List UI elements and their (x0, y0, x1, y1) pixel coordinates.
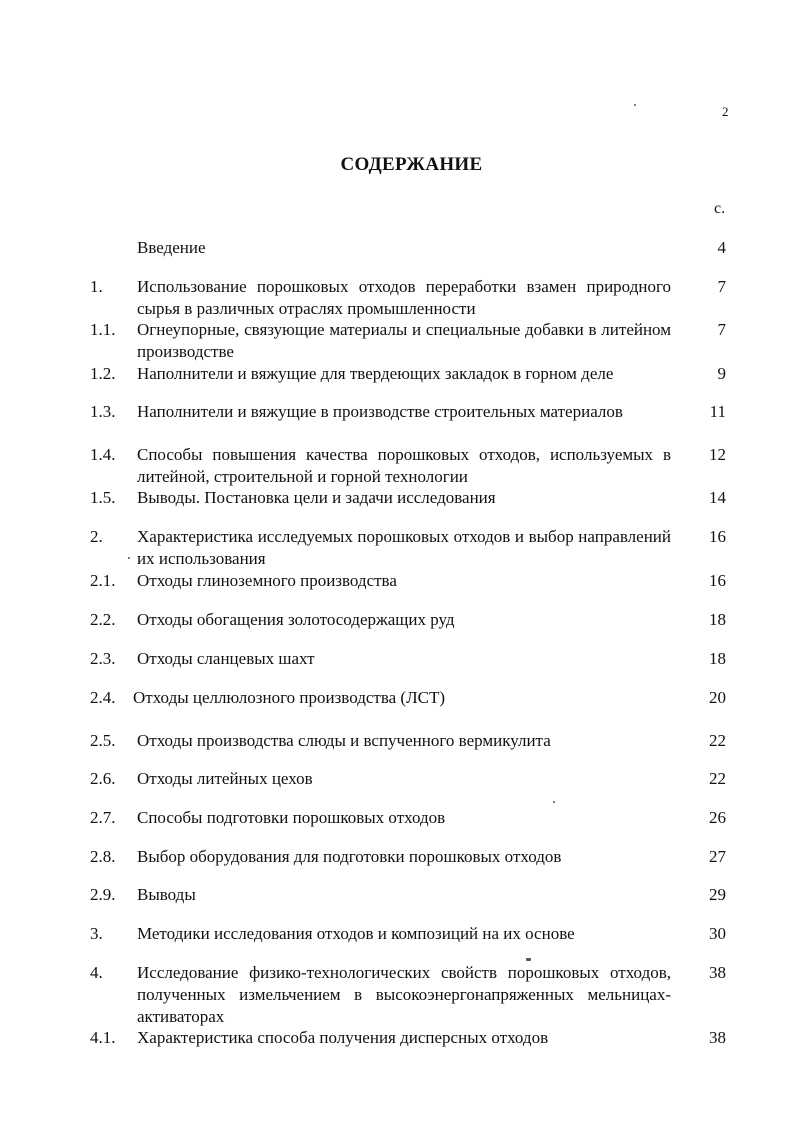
page-title: СОДЕРЖАНИЕ (340, 154, 483, 175)
page-number: 2 (722, 104, 729, 119)
scan-speck (634, 104, 636, 106)
toc-entry-page: 16 (709, 527, 726, 546)
toc-entry-text: Способы подготовки порошковых отходов (137, 808, 446, 827)
toc-entry-text: Наполнители и вяжущие для твердеющих закладок в горном деле (137, 364, 614, 383)
toc-entry-text: Введение (137, 238, 206, 257)
toc-entry-number: 1.4. (90, 445, 116, 464)
toc-entry-page: 4 (717, 238, 726, 257)
toc-entry-number: 2.4. (90, 688, 116, 707)
toc-entry-page: 7 (717, 277, 726, 296)
toc-entry-number: 1.5. (90, 488, 116, 507)
toc-entry-page: 12 (709, 445, 726, 464)
toc-entry-number: 2.9. (90, 885, 116, 904)
toc-entry-text: Способы повышения качества порошковых отходов, используемых в литейной, строительной и горной технологии (137, 445, 671, 486)
toc-entry-page: 20 (709, 688, 726, 707)
toc-entry-page: 22 (709, 769, 726, 788)
toc-entry-text: Характеристика способа получения дисперсных отходов (137, 1028, 549, 1047)
toc-entry-page: 22 (709, 731, 726, 750)
toc-entry-number: 2.8. (90, 847, 116, 866)
toc-entry-number: 2.7. (90, 808, 116, 827)
toc-entry-number: 4.1. (90, 1028, 116, 1047)
toc-entry-page: 14 (709, 488, 726, 507)
scan-speck (128, 557, 130, 559)
toc-entry-page: 27 (709, 847, 726, 866)
toc-entry-text: Огнеупорные, связующие материалы и специальные добавки в литейном производстве (137, 320, 671, 361)
toc-entry-number: 2.2. (90, 610, 116, 629)
toc-entry-page: 18 (709, 610, 726, 629)
toc-entry-text: Отходы производства слюды и вспученного вермикулита (137, 731, 551, 750)
scan-speck (553, 801, 555, 803)
scan-speck (526, 958, 531, 961)
toc-entry-page: 38 (709, 1028, 726, 1047)
toc-entry-text: Выбор оборудования для подготовки порошковых отходов (137, 847, 562, 866)
toc-entry-text: Отходы сланцевых шахт (137, 649, 315, 668)
toc-entry-text: Характеристика исследуемых порошковых отходов и выбор направлений их использования (137, 527, 671, 568)
toc-entry-number: 2.6. (90, 769, 116, 788)
toc-entry-text: Исследование физико-технологических свойств порошковых отходов, полученных измельчением в высокоэнергонапряженных мельницах-активаторах (137, 963, 671, 1026)
toc-entry-number: 1.3. (90, 402, 116, 421)
toc-entry-number: 2.1. (90, 571, 116, 590)
toc-entry-text: Выводы (137, 885, 196, 904)
toc-entry-text: Методики исследования отходов и композиций на их основе (137, 924, 575, 943)
toc-entry-number: 4. (90, 963, 103, 982)
toc-entry-number: 1.1. (90, 320, 116, 339)
toc-entry-text: Наполнители и вяжущие в производстве строительных материалов (137, 402, 623, 421)
toc-entry-number: 3. (90, 924, 103, 943)
toc-entry-page: 29 (709, 885, 726, 904)
toc-entry-text: Выводы. Постановка цели и задачи исследования (137, 488, 496, 507)
toc-entry-page: 7 (717, 320, 726, 339)
toc-entry-page: 38 (709, 963, 726, 982)
toc-entry-number: 2.5. (90, 731, 116, 750)
toc-entry-page: 9 (717, 364, 726, 383)
toc-entry-number: 1.2. (90, 364, 116, 383)
toc-entry-text: Отходы обогащения золотосодержащих руд (137, 610, 455, 629)
toc-entry-page: 16 (709, 571, 726, 590)
toc-entry-page: 11 (709, 402, 726, 421)
toc-entry-text: Отходы глиноземного производства (137, 571, 397, 590)
page-column-label: с. (714, 200, 726, 217)
toc-entry-number: 2.3. (90, 649, 116, 668)
toc-entry-page: 18 (709, 649, 726, 668)
toc-entry-text: Отходы целлюлозного производства (ЛСТ) (133, 688, 446, 707)
toc-entry-text: Использование порошковых отходов переработки взамен природного сырья в различных отраслях промышленности (137, 277, 671, 318)
toc-entry-number: 2. (90, 527, 103, 546)
toc-entry-text: Отходы литейных цехов (137, 769, 313, 788)
toc-entry-page: 26 (709, 808, 726, 827)
toc-entry-page: 30 (709, 924, 726, 943)
toc-entry-number: 1. (90, 277, 103, 296)
